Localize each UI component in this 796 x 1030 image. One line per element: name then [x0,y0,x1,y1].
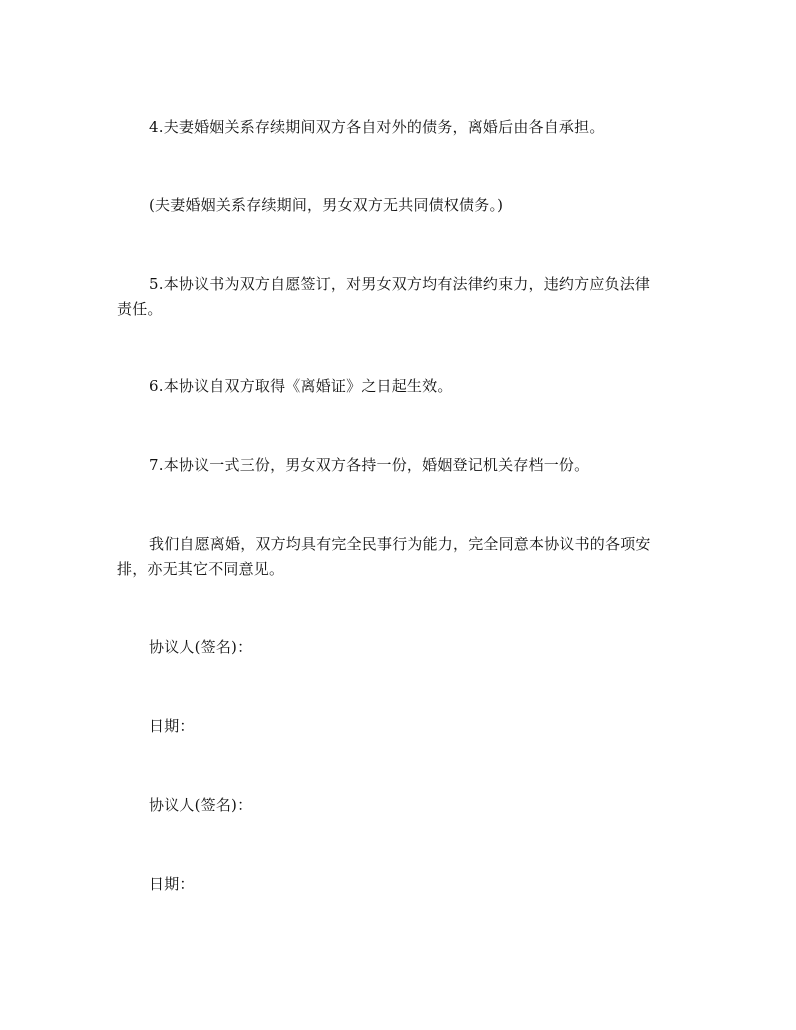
date-2-label: 日期： [149,875,195,893]
signer-1-label: 协议人(签名)： [149,638,253,656]
clause-4-debts: 4.夫妻婚姻关系存续期间双方各自对外的债务，离婚后由各自承担。 [149,118,605,136]
signer-2-label: 协议人(签名)： [149,796,253,814]
date-1-label: 日期： [149,717,195,735]
clause-4-note: (夫妻婚姻关系存续期间，男女双方无共同债权债务。) [149,196,504,214]
declaration-paragraph: 我们自愿离婚，双方均具有完全民事行为能力，完全同意本协议书的各项安排，亦无其它不同意见。 [117,535,651,578]
clause-5-binding: 5.本协议书为双方自愿签订，对男女双方均有法律约束力，违约方应负法律责任。 [117,275,651,318]
clause-6-effective-date: 6.本协议自双方取得《离婚证》之日起生效。 [149,377,453,395]
clause-7-copies: 7.本协议一式三份，男女双方各持一份，婚姻登记机关存档一份。 [149,456,590,474]
